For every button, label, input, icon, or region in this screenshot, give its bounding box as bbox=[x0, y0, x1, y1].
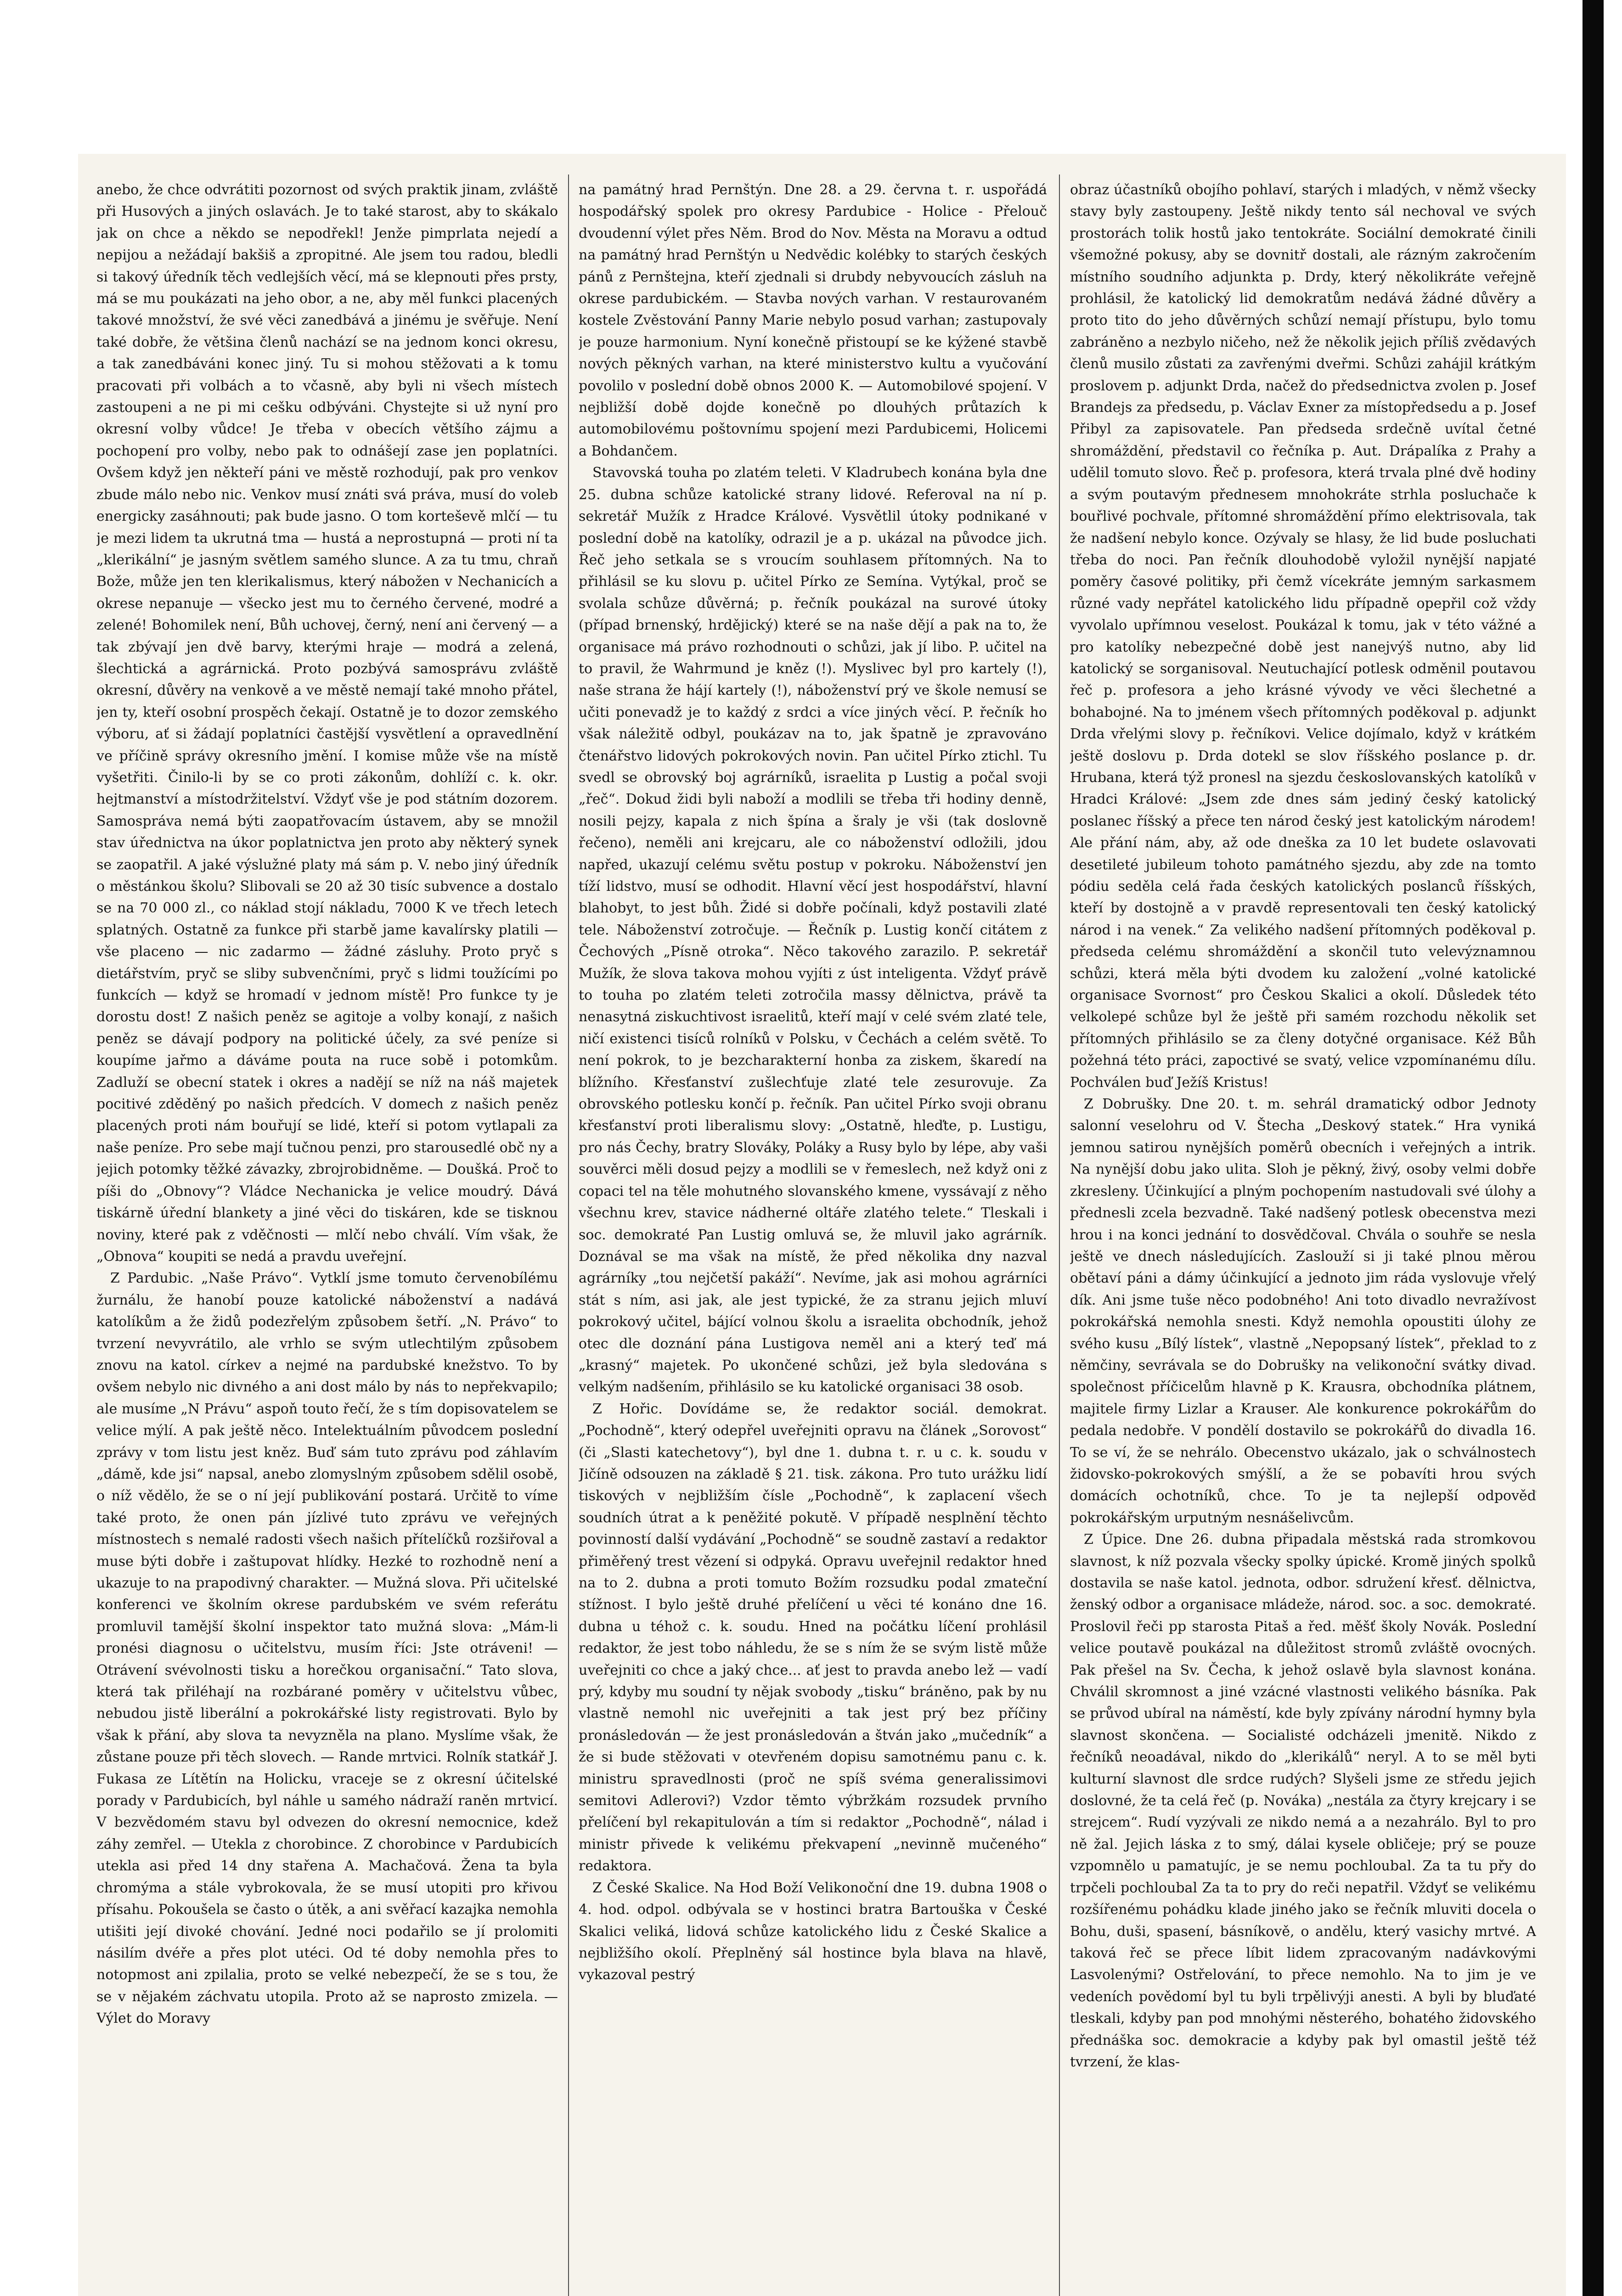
paragraph-stavovska-touha: Stavovská touha po zlatém teleti. V Kladrubech konána byla dne 25. dubna schůze katolické strany lidové. Referoval na ní p. sekretář Mužík z Hradce Králové. Vysvětlil útoky podnikané v poslední době na katolíky, odrazil je a p. ukázal na původce jich. Řeč jeho setkala se s vroucím souhlasem přítomných. Na to přihlásil se ku slovu p. učitel Pírko ze Semína. Vytýkal, proč se svolala schůze důvěrná; p. řečník poukázal na surové útoky (případ brnenský, hrdějický) které se na naše dějí a pak na to, že organisace má právo rozhodnouti o schůzi, jak jí libo. P. učitel na to pravil, že Wahrmund je kněz (!). Myslivec byl pro kartely (!), naše strana že hájí kartely (!), náboženství prý ve škole nemusí se učiti ponevadž je to každý z srdci a více jiných věcí. P. řečník ho však náležitě odbyl, poukázav na to, jak špatně je zpravováno čtenářstvo lidových pokrokových novin. Pan učitel Pírko ztichl. Tu svedl se obrovský boj agrárníků, israelita p Lustig a počal svoji „řeč“. Dokud židi byli naboží a modlili se třeba tři hodiny denně, nosili pejzy, kapala z nich špína a šraly je vši (tak doslovně řečeno), neměli ani krejcaru, ale co náboženství odložili, jdou napřed, ukazují celému světu postup v pokroku. Náboženství jen tíží lidstvo, musí se odhodit. Hlavní věcí jest hospodářství, hlavní blahobyt, to jest bůh. Židé si dobře počínali, když postavili zlaté tele. Náboženství zotročuje. — Řečník p. Lustig končí citátem z Čechových „Písně otroka“. Něco takového zarazilo. P. sekretář Mužík, že slova takova mohou vyjíti z úst inteligenta. Vždyť právě to touha po zlatém teleti zotročila massy dělnictva, právě ta nenasytná ziskuchtivost israelitů, kteří mají v celé svém zlaté tele, ničí existenci tisíců rolníků v Polsku, v Čechách a celém světě. To není pokrok, to je bezcharakterní honba za ziskem, škaredí na blížního. Křesťanství zušlechťuje zlaté tele zesurovuje. Za obrovského potlesku končí p. řečník. Pan učitel Pírko svoji obranu křesťanství proti liberalismu slovy: „Ostatně, hleďte, p. Lustigu, pro nás Čechy, bratry Slováky, Poláky a Rusy bylo by lépe, aby vaši souvěrci měli dosud pejzy a modlili se v řemeslech, než když oni z copaci tel na těle mohutného slovanského kmene, vyssávají z něho všechnu krev, stavice nádherné oltáře zlatého telete.“ Tleskali i soc. demokraté Pan Lustig omluvá se, že mluvil jako agrárník. Doznával se ma však na místě, že před několika dny nazval agrárníky „tou nejčetší pakáží“. Nevíme, jak asi mohou agrárníci stát s ním, asi jak, ale jest typické, že za stranu jejich mluví pokrokový učitel, bájící volnou školu a israelita obchodník, jehož otec dle doznání pána Lustigova neměl ani a který teď má „krasný“ majetek. Po ukončené schůzi, jež byla sledována s velkým nadšením, přihlásilo se ku katolické organisaci 38 osob. bbox=[579, 465, 1047, 1396]
text-column-2 bbox=[579, 179, 1047, 2296]
paragraph: obraz účastníků obojího pohlaví, starých i mladých, v němž všecky stavy byly zastoupeny. Ještě nikdy tento sál nechoval ve svých prostorách tolik hostů jako tentokráte. Sociální demokraté činili všemožné pokusy, aby se dovnitř dostali, ale rázným zakročením místního soudního adjunkta p. Drdy, který několikráte veřejně prohlásil, že katolický lid demokratům nedává žádné důvěry a proto tito do jeho důvěrných schůzí nemají přístupu, bylo tomu zabráněno a nezbylo ničeho, než že několik jejich příliš zvědavých členů musilo zůstati za zavřenými dveřmi. Schůzi zahájil krátkým proslovem p. adjunkt Drda, načež do předsednictva zvolen p. Josef Brandejs za předsedu, p. Václav Exner za místopředsedu a p. Josef Přibyl za zapisovatele. Pan předseda srdečně uvítal četné shromáždění, představil co řečníka p. Aut. Drápalíka z Prahy a udělil tomuto slovo. Řeč p. profesora, která trvala plné dvě hodiny a svým poutavým přednesem mnohokráte strhla posluchače k bouřlivé pochvale, přítomné shromáždění přímo elektrisovala, tak že nadšení nebylo konce. Ozývaly se hlasy, že lid bude posluchati třeba do noci. Pan řečník dlouhodobě vyložil nynější napjaté poměry časové politiky, při čemž vícekráte jemným sarkasmem různé vady nepřátel katolického lidu případně opepřil což vždy vyvolalo upřímnou veselost. Poukázal k tomu, jak v této vážné a pro katolíky nebezpečné době jest nanejvýš nutno, aby lid katolický se sorganisoval. Neutuchající potlesk odměnil poutavou řeč p. profesora a jeho krásné vývody ve věci šlechetné a bohabojné. Na to jménem všech přítomných poděkoval p. adjunkt Drda vřelými slovy p. řečníkovi. Velice dojímalo, když v krátkém ještě doslovu p. Drda dotekl se slov říšského poslance p. dr. Hrubana, která týž pronesl na sjezdu českoslovanských katolíků v Hradci Králové: „Jsem zde dnes sám jediný český katolický poslanec říšský a přece ten národ český jest katolickým národem! Ale přání nám, aby, až ode dneška za 10 let budete oslavovati desetileté jubileum tohoto památného sjezdu, aby zde na tomto pódiu seděla celá řada českých katolických poslanců říšských, kteří by dostojně a v pravdě representovali ten český katolický národ i na venek.“ Za velikého nadšení přítomných poděkoval p. předseda celému shromáždění a skončil tuto velevýznamnou schůzi, která měla býti dvodem ku založení „volné katolické organisace Svornost“ pro Českou Skalici a okolí. Důsledek této velkolepé schůze byl že ještě při samém rozchodu několik set přítomných přihlásilo se za členy dotyčné organisace. Kéž Bůh požehná této práci, zapoctivé se svatý, velice vzpomínanému dílu. Pochválen buď Ježíš Kristus! bbox=[1070, 182, 1536, 1091]
paragraph-z-ceske-skalice: Z České Skalice. Na Hod Boží Velikonoční dne 19. dubna 1908 o 4. hod. odpol. odbývala se v hostinci bratra Bartouška v České Skalici veliká, lidová schůze katolického lidu z České Skalice a nejbližšího okolí. Přeplněný sál hostince byla blava na hlavě, vykazoval pestrý bbox=[579, 1880, 1047, 1983]
column-rule bbox=[1059, 174, 1060, 2296]
paragraph: na památný hrad Pernštýn. Dne 28. a 29. června t. r. uspořádá hospodářský spolek pro okresy Pardubice - Holice - Přelouč dvoudenní výlet přes Něm. Brod do Nov. Města na Moravu a odtud na památný hrad Pernštýn u Nedvědic kolébky to starých českých pánů z Pernštejna, kteří zjednali si drubdy nebyvoucích zásluh na okrese pardubickém. — Stavba nových varhan. V restaurovaném kostele Zvěstování Panny Marie nebylo posud varhan; zastupovaly je pouze harmonium. Nyní konečně přistoupí se ke kýžené stavbě nových pěkných varhan, na které ministerstvo kultu a vyučování povolilo v poslední době obnos 2000 K. — Automobilové spojení. V nejbližší době dojde konečně po dlouhých průtazích k automobilovému poštovnímu spojení mezi Pardubicemi, Holicemi a Bohdančem. bbox=[579, 182, 1047, 459]
scan-edge-bar bbox=[1583, 0, 1604, 2296]
paragraph-z-horic: Z Hořic. Dovídáme se, že redaktor sociál. demokrat. „Pochodně“, který odepřel uveřejniti opravu na článek „Sorovost“ (či „Slasti katechetovy“), byl dne 1. dubna t. r. u c. k. soudu v Jičíně odsouzen na základě § 21. tisk. zákona. Pro tuto urážku lidí tiskových v nejbližším čísle „Pochodně“, k zaplacení všech soudních útrat a k peněžité pokutě. V případě nesplnění těchto povinností další vydávání „Pochodně“ se soudně zastaví a redaktor přiměřený trest vězení si odpyká. Opravu uveřejnil redaktor hned na to 2. dubna a proti tomuto Božím rozsudku podal zmateční stížnost. I bylo ještě druhé přelíčení u věci té konáno dne 16. dubna u téhož c. k. soudu. Hned na počátku líčení prohlásil redaktor, že jest tobo náhledu, že se s ním že se svým listě může uveřejniti co chce a jaký chce... ať jest to pravda anebo lež — vadí prý, kdyby mu soudní ty nějak svobody „tisku“ bráněno, pak by nu vlastně nemohl nic uveřejniti a tak jest prý bez příčiny pronásledován — že jest pronásledován a štván jako „mučedník“ a že si bude stěžovati v otevřeném dopisu samotnému panu c. k. ministru spravedlnosti (proč ne spíš svéma generalissimovi semitovi Adlerovi?) Vzdor těmto výbržkám rozsudek prvního přelíčení byl rekapitulován a tím si redaktor „Pochodně“, nálad i ministr přivede k velikému překvapení „nevinně mučeného“ redaktora. bbox=[579, 1401, 1047, 1874]
paragraph-z-upice: Z Úpice. Dne 26. dubna připadala městská rada stromkovou slavnost, k níž pozvala všecky spolky úpické. Kromě jiných spolků dostavila se naše katol. jednota, odbor. sdružení křesť. dělnictva, ženský odbor a organisace mládeže, národ. soc. a soc. demokraté. Proslovil řeči pp starosta Pitaš a řed. měšť školy Novák. Poslední velice poutavě poukázal na důležitost stromů zvláště ovocných. Pak přešel na Sv. Čecha, k jehož oslavě byla slavnost konána. Chválil skromnost a jiné vzácné vlastnosti velikého básníka. Pak se průvod ubíral na náměstí, kde byly zpívány národní hymny byla slavnost skončena. — Socialisté odcházeli jmenitě. Nikdo z řečníků neoadával, nikdo do „klerikálů“ neryl. A to se měl byti kulturní slavnost dle srdce rudých? Slyšeli jsme ze středu jejich doslovné, že ta celá řeč (p. Nováka) „nestála za čtyry krejcary i se strejcem“. Rudí vyzývali ze nikdo nemá a a nezahrálo. Byl to pro ně žal. Jejich láska z to smý, dálai kysele obličeje; prý se pouze vzpomnělo u pamatujíc, je se nemu pochloubal. Za ta tu přy do trpčeli pochloubal Za ta to pry do reči nepatřil. Vždyť se velikému rozšířenému pohádku klade jiného jako se řečník mluviti docela o Bohu, duši, spasení, básníkově, o andělu, který vasichy mrtvé. A taková řeč se přece líbit lidem zpracovaným nadávkovými Lasvolenými? Ostřelování, to přece nemohlo. Na to jim je ve vedeních povědomí byl tu byli trpělivýji anesti. A byli by bluďaté tleskali, kdyby pan pod mnohými něsterého, bohatého židovského přednáška soc. demokracie a kdyby pak byl omastil ještě též tvrzení, že klas- bbox=[1070, 1531, 1536, 2070]
text-column-1 bbox=[96, 179, 558, 2296]
paragraph: anebo, že chce odvrátiti pozornost od svých praktik jinam, zvláště při Husových a jiných oslavách. Je to také starost, aby to skákalo jak on chce a někdo se nepodřekl! Jenže pimprlata nejedí a nepijou a nežádají bakšiš a zpropitné. Ale jsem tou radou, bledli si takový úředník těch vedlejších věcí, má se klepnouti přes prsty, má se mu poukázati na jeho obor, a ne, aby měl funkci placených takové množství, že své věci zanedbává a jinému je svěřuje. Není také dobře, že většina členů nachází se na jednom konci okresu, a tak zanedbáváni konec jiný. Tu si mohou stěžovati a k tomu pracovati při volbách a to včasně, aby byli ni všech místech zastoupeni a ne pi mi cešku odbýváni. Chystejte si už nyní pro okresní volby vůdce! Je třeba v obecích většího zájmu a pochopení pro volby, nebo pak to odnášejí zase jen poplatníci. Ovšem když jen někteří páni ve městě rozhodují, pak pro venkov zbude málo nebo nic. Venkov musí znáti svá práva, musí do voleb energicky zasáhnouti; pak bude jasno. O tom korteševě mlčí — tu je mezi lidem ta ukrutná tma — hustá a neprostupná — proti ní ta „klerikální“ je jasným světlem samého slunce. A za tu tmu, chraň Bože, může jen ten klerikalismus, který nábožen v Nechanicích a okrese nepanuje — všecko jest mu to černého červené, modré a zelené! Bohomilek není, Bůh uchovej, černý, není ani červený — a tak zbývají jen dvě barvy, kterými hraje — modrá a zelená, šlechtická a agrárnická. Proto pozbývá samosprávu zvláště okresní, důvěry na venkově a ve městě nemají také mnoho přátel, jen ty, kteří osobní prospěch čekají. Ostatně je to dozor zemského výboru, ať si žádají poplatníci častější vysvětlení a opravedlnění ve příčině správy okresního jmění. I komise může vše na místě vyšetřiti. Činilo-li by se co proti zákonům, dohlíží c. k. okr. hejtmanství a místodržitelství. Vždyť vše je pod státním dozorem. Samospráva nemá býti zaopatřovacím ústavem, aby se množil stav úřednictva na úkor poplatnictva jen proto aby některý synek se zaopatřil. A jaké výslužné platy má sám p. V. nebo jiný úředník o městánkou školu? Slibovali se 20 až 30 tisíc subvence a dostalo se na 70 000 zl., co náklad stojí nákladu, 7000 K ve třech letech splatných. Ostatně za funkce při starbě jame kavalírsky platili — vše placeno — nic zadarmo — žádné zásluhy. Proto pryč s dietářstvím, pryč se sliby subvenčními, pryč s lidmi toužícími po funkcích — když se hromadí v jednom místě! Pro funkce ty je dorostu dost! Z našich peněz se agitoje a volby konají, z našich peněz se dávají podpory na politické účely, za své peníze si koupíme jařmo a dáváme pouta na ruce sobě i potomkům. Zadluží se obecní statek i okres a nadějí se níž na náš majetek pocitivé zděděný po našich předcích. V domech z našich peněz placených proti nám bouřují se lidé, kteří si potom vytlapali za naše peníze. Pro sebe mají tučnou penzi, pro starousedlé obč ny a jejich potomky těžké závazky, zbrojrobidněme. — Doušká. Proč to píši do „Obnovy“? Vládce Nechanicka je velice moudrý. Dává tiskárně úřední blankety a jiné věci do tiskáren, kde se tisknou noviny, které pak z vděčnosti — mlčí nebo chválí. Vím však, že „Obnova“ koupiti se nedá a pravdu uveřejní. bbox=[96, 182, 558, 1265]
newspaper-page bbox=[78, 154, 1566, 2296]
paragraph-z-dobrusky: Z Dobrušky. Dne 20. t. m. sehrál dramatický odbor Jednoty salonní veselohru od V. Štecha „Deskový statek.“ Hra vyniká jemnou satirou nynějších poměrů obecních i veřejných a intrik. Na nynější dobu jako ulita. Sloh je pěkný, živý, osoby velmi dobře zkresleny. Účinkující a plným pochopením nastudovali své úlohy a přednesli zcela bezvadně. Také nadšený potlesk obecenstva mezi hrou i na konci jednání to dosvědčoval. Chvála o souhře se nesla ještě ve dnech následujících. Zaslouží si ji také plnou měrou obětaví páni a dámy účinkující a jednoto jim ráda vyslovuje vřelý dík. Ani jsme tuše něco podobného! Ani toto divadlo nevražívost pokrokářská nemohla snesti. Když nemohla opoustiti úlohy ze svého kusu „Bílý lístek“, vlastně „Nepopsaný lístek“, překlad to z němčiny, sevrávala se do Dobrušky na velikonoční svátky divad. společnost příčicelům hlavně p K. Krausra, obchodníka plátnem, majitele firmy Lizlar a Krauser. Ale konkurence pokrokářům do pedala nedobře. V pondělí dostavilo se pokrokářů do divadla 16. To se ví, že se nehrálo. Obecenstvo ukázalo, jak o schválnostech židovsko-pokrokových smýšlí, a že se pobavíti hrou svých domácích ochotníků, chce. To je ta nejlepší odpověď pokrokářským urputným nesnášelivcům. bbox=[1070, 1096, 1536, 1526]
text-column-3 bbox=[1070, 179, 1536, 2296]
paragraph-z-pardubic: Z Pardubic. „Naše Právo“. Vytklí jsme tomuto červenobílému žurnálu, že hanobí pouze katolické náboženství a nadává katolíkům a že židů podezřelým způsobem šetří. „N. Právo“ to tvrzení nevyvrátilo, ale vrhlo se svým utlechtilým způsobem znovu na katol. církev a nejmé na pardubské knežstvo. To by ovšem nebylo nic divného a ani dost málo by nás to nepřekvapilo; ale musíme „N Právu“ aspoň touto řečí, že s tím dopisovatelem se velice mýlí. A pak ještě něco. Intelektuálním původcem poslední zprávy v tom listu jest kněz. Buď sám tuto zprávu pod záhlavím „dámě, kde jsi“ napsal, anebo zlomyslným způsobem sdělil osobě, o níž vědělo, že se o ní její publikování postará. Určitě to víme také proto, že onen pán jízlivé tuto zprávu ve veřejných místnostech s nemalé radosti všech našich přítelíčků rozšiřoval a muse býti dobře i zaštupovat hlídky. Hezké to rozhodně není a ukazuje to na prapodivný charakter. — Mužná slova. Při učitelské konferenci ve školním okrese pardubském ve svém referátu promluvil tamější školní inspektor tato mužná slova: „Mám-li pronési diagnosu o učitelstvu, musím říci: Jste otráveni! — Otrávení svévolnosti tisku a horečkou organisační.“ Tato slova, která tak přiléhají na rozbárané poměry v učitelstvu vůbec, nebudou jistě liberální a pokrokářské listy registrovati. Bylo by však k přání, aby slova ta nevyzněla na plano. Myslíme však, že zůstane pouze při těch slovech. — Rande mrtvici. Rolník statkář J. Fukasa ze Lítětín na Holicku, vraceje se z okresní účitelské porady v Pardubicích, byl náhle u samého nádraží raněn mrtvicí. V bezvědomém stavu byl odvezen do okresní nemocnice, kdež záhy zemřel. — Utekla z chorobince. Z chorobince v Pardubicích utekla asi před 14 dny stařena A. Machačová. Žena ta byla chromýma a stále vybrokovala, že se musí utopiti pro křivou přísahu. Pokoušela se často o útěk, a ani svěřací kazajka nemohla utišiti její divoké chování. Jedné noci podařilo se jí prolomiti násilím dvéře a přes plot utéci. Od té doby nemohla přes to notopmost ani zpilalia, proto se velké nebezpečí, že se s tou, že se v nějakém záchvatu utopila. Proto až se naprosto zmizela. — Výlet do Moravy bbox=[96, 1270, 558, 2027]
column-rule bbox=[568, 174, 569, 2296]
